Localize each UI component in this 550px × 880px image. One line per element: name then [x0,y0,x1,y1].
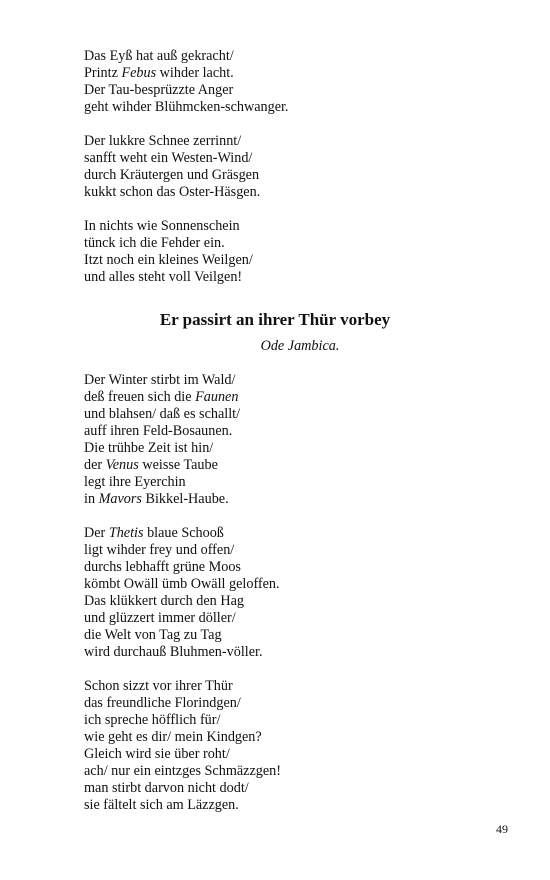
verse-line [84,610,281,627]
verse-line [84,525,281,542]
verse-text: Die trühbe Zeit ist hin/ [84,440,214,456]
verse-line [84,99,288,116]
verse-text: Printz [84,65,122,81]
verse-line [84,48,288,65]
verse-text: sie fältelt sich am Läzzgen. [84,797,239,813]
verse-line [84,235,288,252]
verse-text: Das klükkert durch den Hag [84,593,244,609]
poem-subtitle: Ode Jambica. [260,338,340,354]
verse-line [84,695,281,712]
stanza-gap [84,508,281,525]
verse-line [84,593,281,610]
verse-line [84,218,288,235]
verse-line [84,252,288,269]
poem-spring [84,48,288,286]
verse-italic-name: Venus [105,457,139,473]
verse-text: durchs lebhafft grüne Moos [84,559,241,575]
stanza [84,372,281,508]
stanza-gap [84,201,288,218]
verse-line [84,82,288,99]
verse-line [84,559,281,576]
verse-text: blaue Schooß [143,525,224,541]
verse-line [84,406,281,423]
poem-ode-jambica [84,372,281,814]
verse-text: und glüzzert immer döller/ [84,610,236,626]
stanza-gap [84,116,288,133]
verse-italic-name: Faunen [195,389,239,405]
verse-line [84,440,281,457]
verse-line [84,372,281,389]
verse-text: Schon sizzt vor ihrer Thür [84,678,233,694]
verse-line [84,576,281,593]
verse-line [84,678,281,695]
verse-line [84,65,288,82]
verse-text: Itzt noch ein kleines Weilgen/ [84,252,253,268]
stanza [84,133,288,201]
verse-text: ligt wihder frey und offen/ [84,542,235,558]
stanza [84,678,281,814]
verse-text: wird durchauß Bluhmen-völler. [84,644,263,660]
verse-line [84,457,281,474]
verse-line [84,491,281,508]
verse-text: weisse Taube [138,457,218,473]
verse-line [84,627,281,644]
verse-line [84,746,281,763]
verse-line [84,644,281,661]
verse-text: Der [84,525,109,541]
verse-line [84,133,288,150]
verse-text: in [84,491,99,507]
verse-text: wie geht es dir/ mein Kindgen? [84,729,262,745]
verse-text: legt ihre Eyerchin [84,474,186,490]
verse-text: ach/ nur ein eintzges Schmäzzgen! [84,763,281,779]
verse-text: kömbt Owäll ümb Owäll geloffen. [84,576,280,592]
verse-text: geht wihder Blühmcken-schwanger. [84,99,289,115]
verse-text: der [84,457,106,473]
verse-text: Gleich wird sie über roht/ [84,746,230,762]
verse-text: und blahsen/ daß es schallt/ [84,406,241,422]
verse-text: Der Winter stirbt im Wald/ [84,372,236,388]
poem-title: Er passirt an ihrer Thür vorbey [159,310,391,329]
verse-line [84,389,281,406]
verse-text: Das Eyß hat auß gekracht/ [84,48,234,64]
verse-text: Der lukkre Schnee zerrinnt/ [84,133,242,149]
verse-line [84,474,281,491]
stanza [84,218,288,286]
verse-text: tünck ich die Fehder ein. [84,235,225,251]
verse-text: kukkt schon das Oster-Häsgen. [84,184,261,200]
verse-line [84,780,281,797]
verse-line [84,269,288,286]
verse-line [84,797,281,814]
stanza-gap [84,661,281,678]
verse-text: und alles steht voll Veilgen! [84,269,243,285]
stanza [84,525,281,661]
verse-text: sanfft weht ein Westen-Wind/ [84,150,253,166]
verse-line [84,423,281,440]
verse-line [84,542,281,559]
verse-text: In nichts wie Sonnenschein [84,218,240,234]
verse-italic-name: Febus [121,65,157,81]
verse-line [84,184,288,201]
verse-text: Der Tau-besprüzzte Anger [84,82,234,98]
verse-text: durch Kräutergen und Gräsgen [84,167,260,183]
verse-text: die Welt von Tag zu Tag [84,627,222,643]
verse-line [84,763,281,780]
verse-line [84,150,288,167]
page-number: 49 [496,822,508,836]
verse-text: ich spreche höfflich für/ [84,712,221,728]
verse-italic-name: Thetis [108,525,144,541]
verse-text: Bikkel-Haube. [141,491,229,507]
verse-text: man stirbt darvon nicht dodt/ [84,780,249,796]
verse-text: wihder lacht. [156,65,234,81]
verse-text: das freundliche Florindgen/ [84,695,241,711]
stanza [84,48,288,116]
verse-line [84,167,288,184]
verse-line [84,712,281,729]
verse-text: deß freuen sich die [84,389,196,405]
verse-italic-name: Mavors [98,491,142,507]
verse-line [84,729,281,746]
verse-text: auff ihren Feld-Bosaunen. [84,423,233,439]
